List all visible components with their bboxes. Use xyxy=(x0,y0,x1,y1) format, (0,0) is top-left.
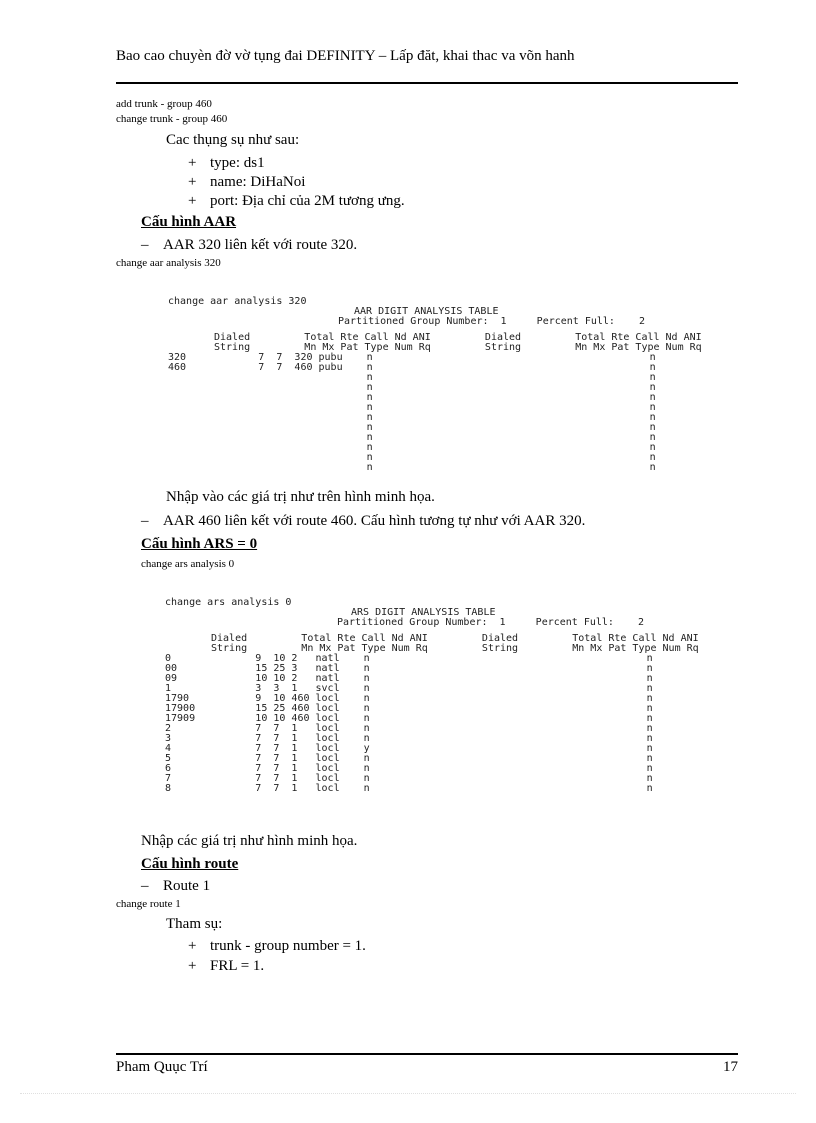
terminal-row: n n xyxy=(168,452,656,463)
terminal-row: n n xyxy=(168,412,656,423)
plus-marker: + xyxy=(188,193,197,209)
aar-terminal-screen xyxy=(168,296,702,481)
terminal-partition: Partitioned Group Number: 1 Percent Full: 2 xyxy=(337,617,645,628)
list-item xyxy=(188,193,405,210)
terminal-row: 00 15 25 3 natl n n xyxy=(165,663,653,674)
route-trunk-text: trunk - group number = 1. xyxy=(210,938,366,954)
terminal-row: 2 7 7 1 locl n n xyxy=(165,723,653,734)
dash-marker: – xyxy=(141,878,149,894)
list-item xyxy=(188,938,366,955)
list-item xyxy=(141,878,210,895)
terminal-row: n n xyxy=(168,442,656,453)
terminal-command: change aar analysis 320 xyxy=(168,296,307,307)
terminal-rows xyxy=(165,654,685,794)
terminal-header: String Mn Mx Pat Type Num Rq String Mn Mx Pat Type Num Rq xyxy=(211,643,699,654)
terminal-row: 1790 9 10 460 locl n n xyxy=(165,693,653,704)
terminal-row: 17909 10 10 460 locl n n xyxy=(165,713,653,724)
page-edge-dots xyxy=(20,1093,796,1094)
terminal-row: 17900 15 25 460 locl n n xyxy=(165,703,653,714)
terminal-row: 8 7 7 1 locl n n xyxy=(165,783,653,794)
terminal-title: ARS DIGIT ANALYSIS TABLE xyxy=(351,607,496,618)
param-type: type: ds1 xyxy=(210,155,265,171)
page-header: Bao cao chuyèn đờ vờ tụng đai DEFINITY – Lấp đăt, khai thac va võn hanh xyxy=(116,48,575,64)
terminal-header: Dialed Total Rte Call Nd ANI Dialed Total Rte Call Nd ANI xyxy=(211,633,699,644)
terminal-row: 460 7 7 460 pubu n n xyxy=(168,362,656,373)
enter-values-text: Nhập vào các giá trị như trên hình minh họa. xyxy=(166,489,435,505)
heading-route: Cấu hình route xyxy=(141,856,239,872)
list-item xyxy=(188,174,305,191)
dash-marker: – xyxy=(141,237,149,253)
params-intro: Cac thụng sụ như sau: xyxy=(166,132,300,148)
plus-marker: + xyxy=(188,938,197,954)
plus-marker: + xyxy=(188,155,197,171)
list-item xyxy=(141,237,357,254)
terminal-row: 0 9 10 2 natl n n xyxy=(165,653,653,664)
cmd-add-trunk: add trunk - group 460 xyxy=(116,98,212,110)
terminal-row: 5 7 7 1 locl n n xyxy=(165,753,653,764)
terminal-row: 7 7 7 1 locl n n xyxy=(165,773,653,784)
cmd-change-route: change route 1 xyxy=(116,898,181,910)
enter-values-text: Nhập các giá trị như hình minh họa. xyxy=(141,833,358,849)
route-frl-text: FRL = 1. xyxy=(210,958,265,974)
heading-aar: Cấu hình AAR xyxy=(141,214,237,230)
terminal-row: n n xyxy=(168,372,656,383)
dash-marker: – xyxy=(141,513,149,529)
terminal-row: 09 10 10 2 natl n n xyxy=(165,673,653,684)
terminal-row: 4 7 7 1 locl y n xyxy=(165,743,653,754)
footer-author: Pham Quục Trí xyxy=(116,1059,208,1075)
heading-ars: Cấu hình ARS = 0 xyxy=(141,536,258,552)
terminal-row: n n xyxy=(168,462,656,473)
footer-rule xyxy=(116,1053,738,1055)
header-rule xyxy=(116,82,738,84)
terminal-row: 6 7 7 1 locl n n xyxy=(165,763,653,774)
list-item xyxy=(188,155,265,172)
param-port: port: Địa chỉ của 2M tương ưng. xyxy=(210,193,405,209)
list-item xyxy=(141,513,585,530)
terminal-row: 3 7 7 1 locl n n xyxy=(165,733,653,744)
terminal-row: n n xyxy=(168,382,656,393)
plus-marker: + xyxy=(188,958,197,974)
params-label: Tham sụ: xyxy=(166,916,223,932)
terminal-row: n n xyxy=(168,422,656,433)
terminal-title: AAR DIGIT ANALYSIS TABLE xyxy=(354,306,499,317)
aar-320-text: AAR 320 liên kết với route 320. xyxy=(163,237,358,253)
list-item xyxy=(188,958,264,975)
aar-460-text: AAR 460 liên kết với route 460. Cấu hình tương tự như với AAR 320. xyxy=(163,513,586,529)
cmd-change-ars: change ars analysis 0 xyxy=(141,558,235,570)
terminal-row: n n xyxy=(168,402,656,413)
param-name: name: DiHaNoi xyxy=(210,174,306,190)
terminal-header: Dialed Total Rte Call Nd ANI Dialed Total Rte Call Nd ANI xyxy=(214,332,702,343)
terminal-command: change ars analysis 0 xyxy=(165,597,292,608)
route-1-text: Route 1 xyxy=(163,878,211,894)
cmd-change-aar: change aar analysis 320 xyxy=(116,257,221,269)
ars-terminal-screen xyxy=(165,597,699,802)
terminal-row: n n xyxy=(168,392,656,403)
terminal-partition: Partitioned Group Number: 1 Percent Full: 2 xyxy=(338,316,646,327)
terminal-row: 1 3 3 1 svcl n n xyxy=(165,683,653,694)
cmd-change-trunk: change trunk - group 460 xyxy=(116,113,228,125)
terminal-row: n n xyxy=(168,432,656,443)
terminal-rows xyxy=(168,353,688,473)
terminal-header: String Mn Mx Pat Type Num Rq String Mn Mx Pat Type Num Rq xyxy=(214,342,702,353)
page-number: 17 xyxy=(723,1059,738,1075)
terminal-row: 320 7 7 320 pubu n n xyxy=(168,352,656,363)
plus-marker: + xyxy=(188,174,197,190)
